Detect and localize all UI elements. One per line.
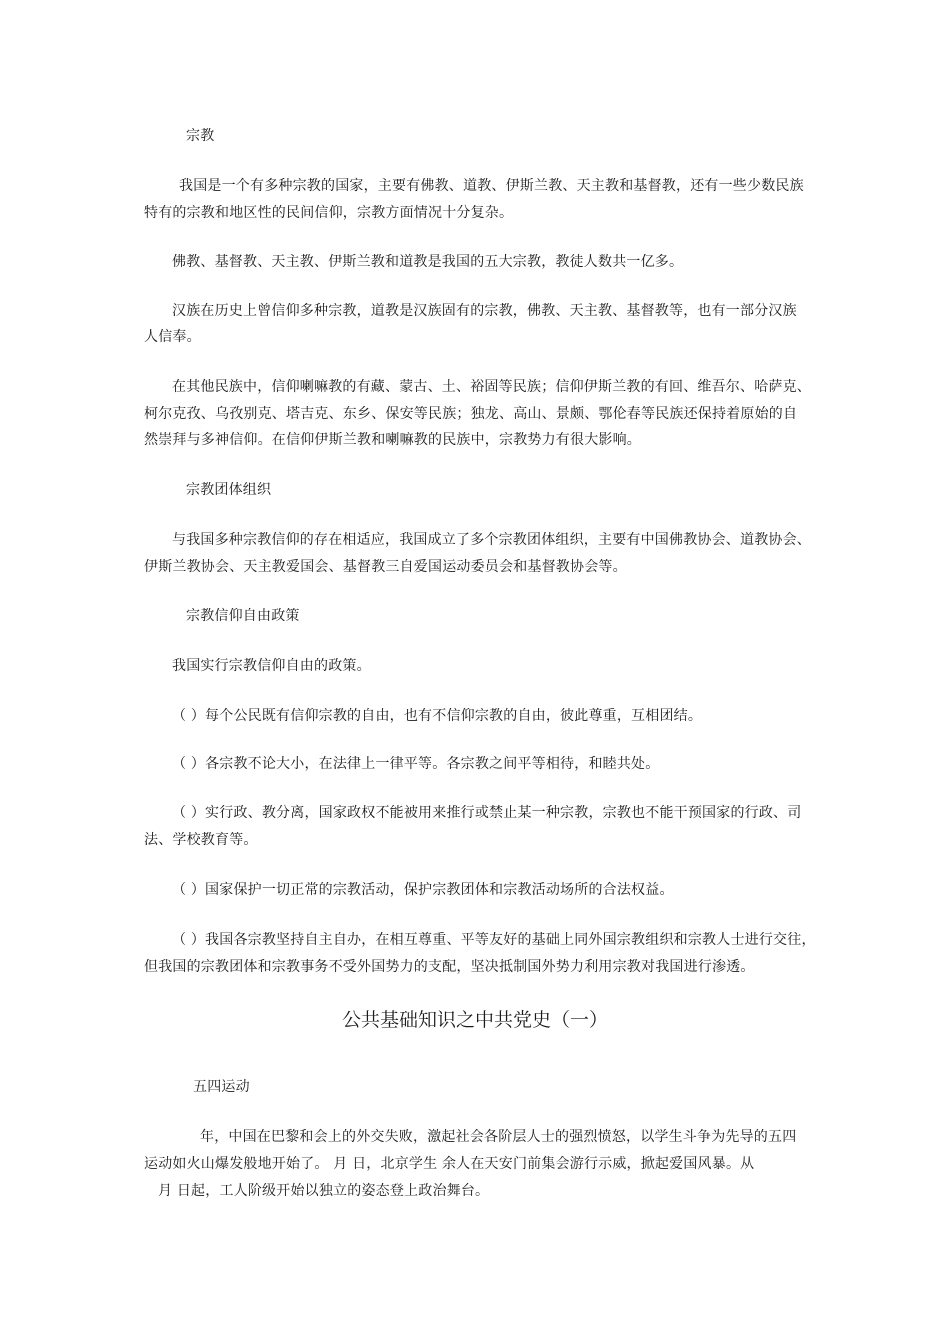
paragraph-line: 特有的宗教和地区性的民间信仰，宗教方面情况十分复杂。: [144, 205, 514, 221]
list-item: （ ）实行政、教分离，国家政权不能被用来推行或禁止某一种宗教，宗教也不能干预国家的行政、司: [172, 805, 802, 821]
heading-religious-organizations: 宗教团体组织: [186, 482, 272, 498]
paragraph-line: 年，中国在巴黎和会上的外交失败，激起社会各阶层人士的强烈愤怒，以学生斗争为先导的五四: [200, 1129, 797, 1145]
paragraph-line: 月 日起，工人阶级开始以独立的姿态登上政治舞台。: [158, 1183, 490, 1199]
paragraph-line: 我国实行宗教信仰自由的政策。: [172, 658, 371, 674]
list-item: （ ）国家保护一切正常的宗教活动，保护宗教团体和宗教活动场所的合法权益。: [172, 882, 674, 898]
paragraph-line: 运动如火山爆发般地开始了。 月 日，北京学生 余人在天安门前集会游行示威，掀起爱国风暴。从: [144, 1156, 755, 1172]
paragraph-line: 伊斯兰教协会、天主教爱国会、基督教三自爱国运动委员会和基督教协会等。: [144, 559, 627, 575]
heading-religion: 宗教: [186, 128, 215, 144]
paragraph-line: 法、学校教育等。: [144, 832, 258, 848]
paragraph-line: 人信奉。: [144, 329, 201, 345]
paragraph-line: 与我国多种宗教信仰的存在相适应，我国成立了多个宗教团体组织，主要有中国佛教协会、道教协会、: [172, 532, 811, 548]
paragraph-line: 在其他民族中，信仰喇嘛教的有藏、蒙古、土、裕固等民族；信仰伊斯兰教的有回、维吾尔、哈萨克、: [172, 379, 811, 395]
heading-may-fourth-movement: 五四运动: [193, 1079, 250, 1095]
paragraph-line: 佛教、基督教、天主教、伊斯兰教和道教是我国的五大宗教，教徒人数共一亿多。: [172, 254, 684, 270]
paragraph-line: 我国是一个有多种宗教的国家，主要有佛教、道教、伊斯兰教、天主教和基督教，还有一些少数民族: [179, 178, 804, 194]
list-item: （ ）我国各宗教坚持自主自办，在相互尊重、平等友好的基础上同外国宗教组织和宗教人士进行交往，: [172, 932, 816, 948]
paragraph-line: 汉族在历史上曾信仰多种宗教，道教是汉族固有的宗教，佛教、天主教、基督教等，也有一部分汉族: [172, 303, 797, 319]
section-title: 公共基础知识之中共党史（一）: [341, 1009, 608, 1031]
paragraph-line: 柯尔克孜、乌孜别克、塔吉克、东乡、保安等民族；独龙、高山、景颇、鄂伦春等民族还保持着原始的自: [144, 406, 798, 422]
list-item: （ ）每个公民既有信仰宗教的自由，也有不信仰宗教的自由，彼此尊重，互相团结。: [172, 708, 703, 724]
paragraph-line: 但我国的宗教团体和宗教事务不受外国势力的支配，坚决抵制国外势力利用宗教对我国进行渗透。: [144, 959, 755, 975]
paragraph-line: 然崇拜与多神信仰。在信仰伊斯兰教和喇嘛教的民族中，宗教势力有很大影响。: [144, 432, 641, 448]
list-item: （ ）各宗教不论大小，在法律上一律平等。各宗教之间平等相待，和睦共处。: [172, 756, 660, 772]
heading-religious-freedom-policy: 宗教信仰自由政策: [186, 608, 300, 624]
